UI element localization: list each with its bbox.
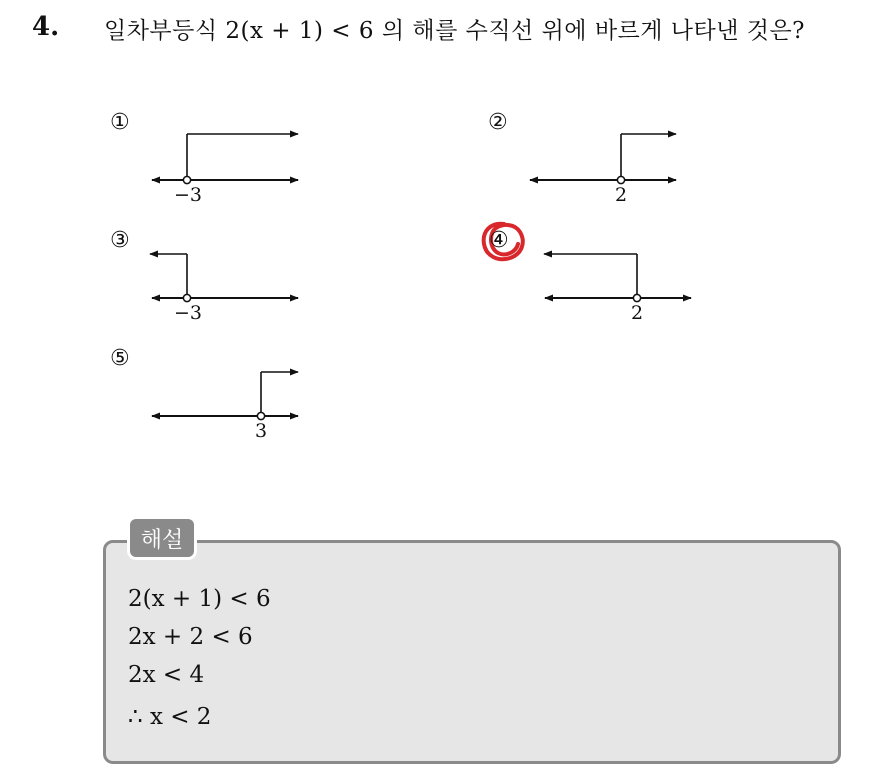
option-4-label[interactable]: ④ (489, 228, 509, 253)
question-number: 4. (32, 12, 60, 42)
solution-line-3: 2x < 4 (128, 662, 205, 688)
solution-box (103, 540, 841, 764)
option-5-label[interactable]: ⑤ (110, 346, 130, 371)
option-1-number-line (140, 120, 310, 200)
option-2-tick-label: 2 (614, 184, 628, 206)
option-2-label[interactable]: ② (488, 110, 508, 135)
option-5-number-line (140, 356, 310, 436)
question-text (104, 12, 805, 45)
option-3-number-line (140, 238, 310, 318)
question-suffix: 의 해를 수직선 위에 바르게 나타낸 것은? (374, 18, 806, 44)
question-inequality: 2(x + 1) < 6 (225, 18, 375, 44)
question-prefix: 일차부등식 (104, 18, 226, 44)
option-3-tick-label: −3 (173, 302, 202, 324)
solution-line-2: 2x + 2 < 6 (128, 624, 253, 650)
option-1-tick-label: −3 (173, 184, 202, 206)
solution-line-4: ∴ x < 2 (128, 704, 212, 730)
option-3-label[interactable]: ③ (110, 228, 130, 253)
option-1-label[interactable]: ① (110, 110, 130, 135)
solution-tag: 해설 (127, 516, 197, 560)
option-5-tick-label: 3 (254, 420, 268, 442)
solution-line-1: 2(x + 1) < 6 (128, 586, 271, 612)
option-4-tick-label: 2 (630, 302, 644, 324)
